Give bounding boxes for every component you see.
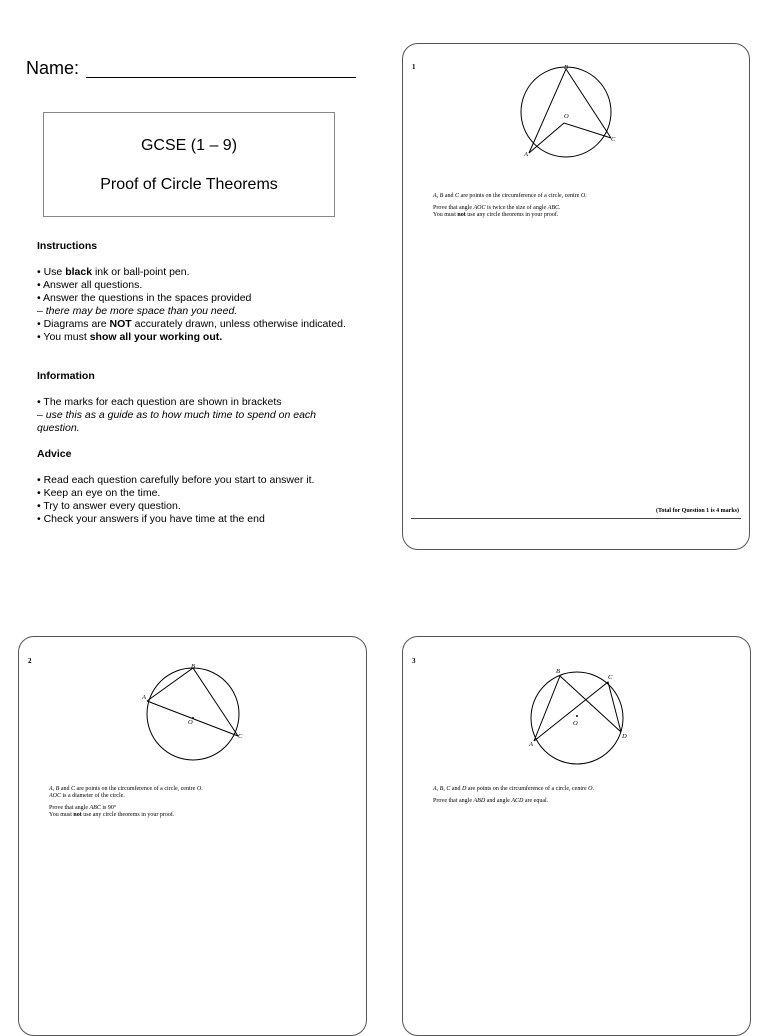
label-b: B <box>564 64 568 71</box>
instruction-item: • Use black ink or ball-point pen. <box>37 266 190 278</box>
centre-lines <box>529 123 611 153</box>
chord-abd <box>534 676 621 741</box>
question-text: A, B, C and D are points on the circumference of a circle, centre O. Prove that angle ABD and angle ACD are equal. <box>433 786 594 804</box>
label-b: B <box>191 663 195 670</box>
label-c: C <box>608 674 613 681</box>
label-d: D <box>622 733 627 740</box>
instruction-item: • You must show all your working out. <box>37 331 223 343</box>
centre-dot <box>576 715 578 717</box>
instruction-item: • Diagrams are NOT accurately drawn, unless otherwise indicated. <box>37 318 346 330</box>
question-number: 1 <box>412 63 416 71</box>
question-3-card <box>402 636 751 1036</box>
total-marks: (Total for Question 1 is 4 marks) <box>655 508 739 514</box>
advice-item: • Try to answer every question. <box>37 500 181 512</box>
answer-area[interactable] <box>413 827 740 1027</box>
title-box <box>43 112 335 217</box>
information-section <box>37 370 357 435</box>
title-line-1: GCSE (1 – 9) <box>140 137 238 154</box>
circle-diagram <box>403 637 751 767</box>
question-number: 2 <box>28 657 32 665</box>
circle-diagram <box>403 44 750 174</box>
question-text: A, B and C are points on the circumference of a circle, centre O. Prove that angle AOC is twice the size of angle ABC. You must not use any circle theorems in your proof. <box>433 193 587 218</box>
information-item: • The marks for each question are shown in brackets <box>37 396 282 408</box>
instructions-section <box>37 240 357 344</box>
name-line[interactable] <box>86 77 356 78</box>
label-c: C <box>611 136 616 143</box>
instruction-item: • Answer all questions. <box>37 279 143 291</box>
instructions-heading: Instructions <box>37 240 98 252</box>
advice-item: • Keep an eye on the time. <box>37 487 161 499</box>
chord-acd <box>534 682 621 741</box>
advice-section <box>37 448 357 526</box>
question-number: 3 <box>412 657 416 665</box>
label-c: C <box>238 733 243 740</box>
title-line-2: Proof of Circle Theorems <box>100 176 278 193</box>
label-o: O <box>573 720 578 727</box>
circle-outline <box>521 67 611 157</box>
label-a: A <box>524 151 528 158</box>
advice-item: • Read each question carefully before you start to answer it. <box>37 474 315 486</box>
information-note: – use this as a guide as to how much time to spend on each question. <box>37 409 317 434</box>
label-a: A <box>529 741 533 748</box>
instruction-note: – there may be more space than you need. <box>37 305 238 317</box>
label-o: O <box>564 113 569 120</box>
advice-item: • Check your answers if you have time at the end <box>37 513 265 525</box>
label-a: A <box>142 694 146 701</box>
label-o: O <box>188 719 193 726</box>
information-heading: Information <box>37 370 95 382</box>
question-1-card <box>402 43 750 550</box>
total-line <box>411 518 741 519</box>
circle-outline <box>147 668 239 760</box>
question-text: A, B and C are points on the circumference of a circle, centre O. AOC is a diameter of the circle. Prove that angle ABC is 90° You must not use any circle theorems in your proof. <box>49 786 203 818</box>
advice-heading: Advice <box>37 448 72 460</box>
answer-area[interactable] <box>413 234 739 504</box>
answer-area[interactable] <box>29 837 356 1027</box>
name-label: Name: <box>26 58 80 78</box>
question-2-card <box>18 636 367 1036</box>
instruction-item: • Answer the questions in the spaces provided <box>37 292 252 304</box>
circle-diagram <box>19 637 367 767</box>
label-b: B <box>556 668 560 675</box>
